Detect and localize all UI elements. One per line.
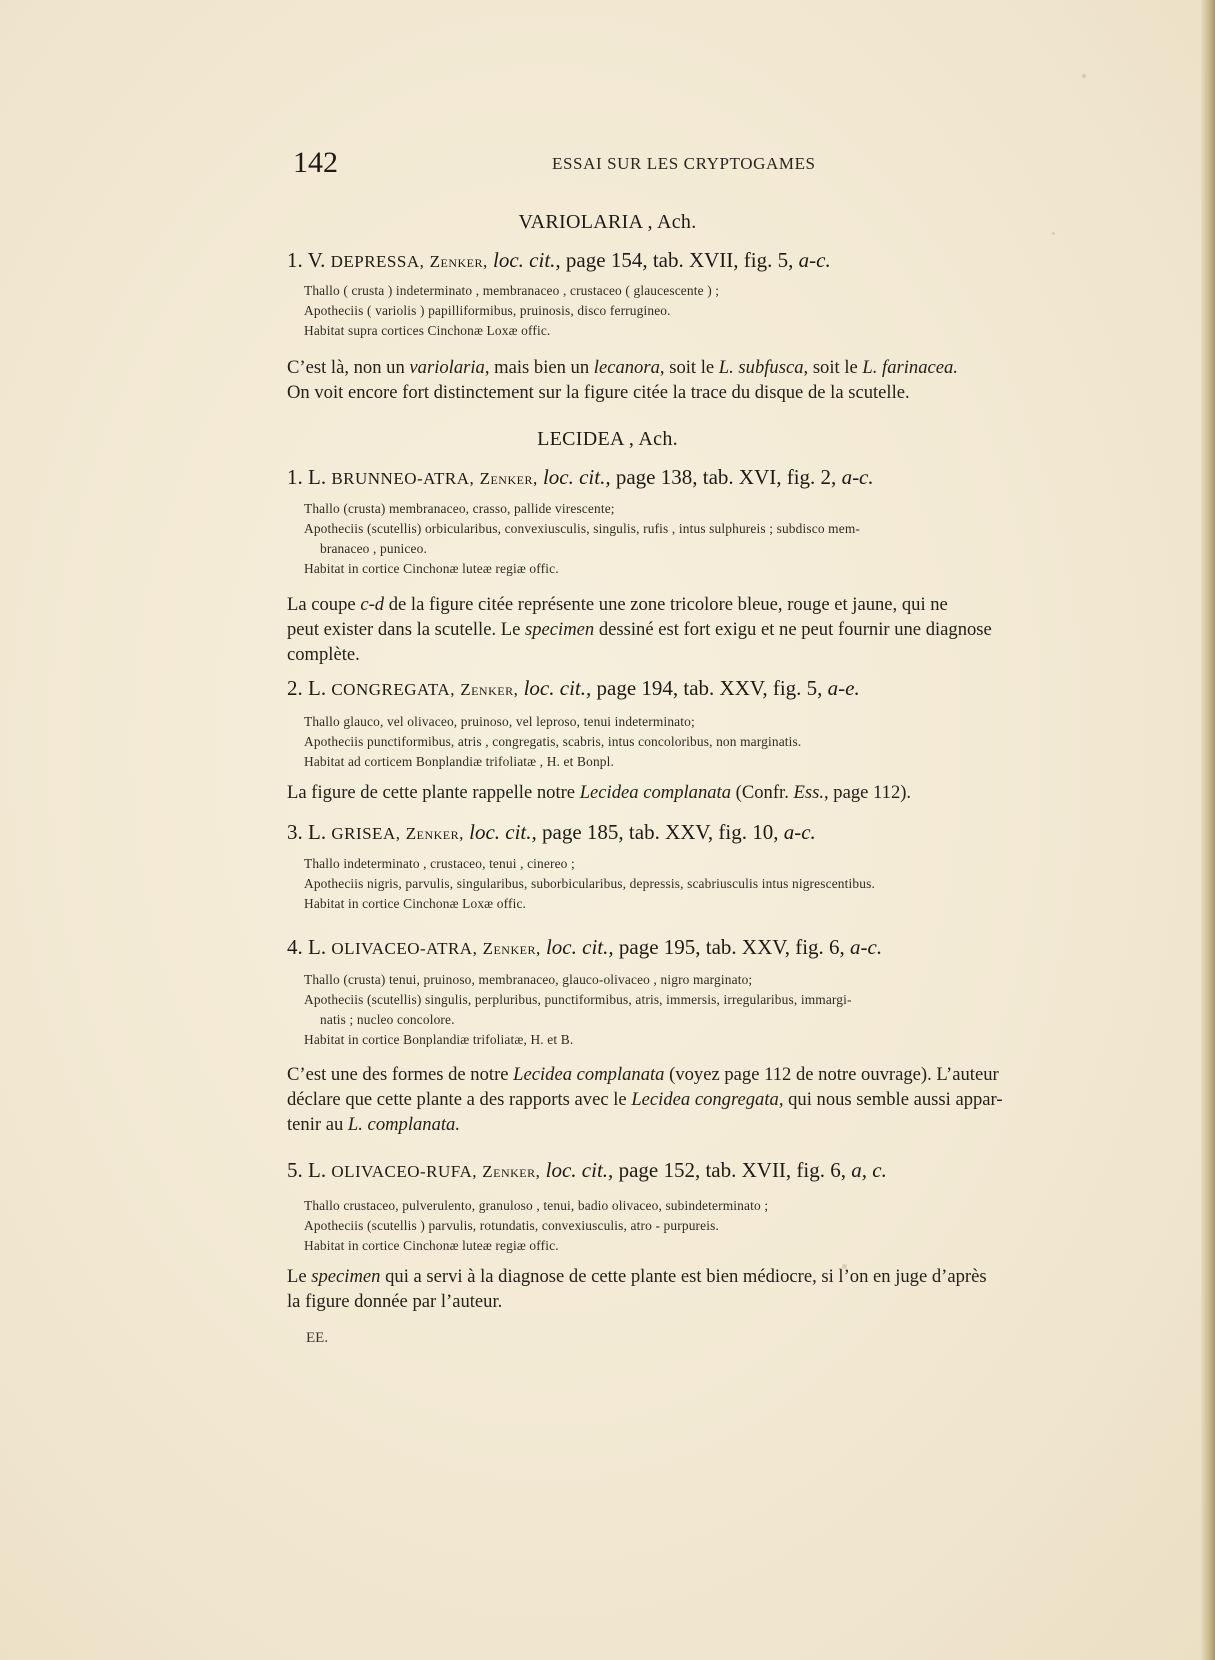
text-run: C’est là, non un [287, 357, 410, 378]
entry-author: Zenker, [429, 252, 488, 271]
diagnosis-line: Apotheciis (scutellis) singulis, perpluribus, punctiformibus, atris, immersis, irregularibus, immargi- [304, 992, 852, 1007]
diagnosis-line: Thallo (crusta) tenui, pruinoso, membranaceo, glauco-olivaceo , nigro marginato; [304, 972, 753, 987]
entry-genus: L. [308, 1158, 327, 1182]
entry-citation: page 154, tab. XVII, fig. 5, [565, 248, 794, 272]
entry-genus: L. [308, 935, 327, 959]
italic-run: lecanora [593, 357, 660, 378]
text-run: peut exister dans la scutelle. Le [287, 619, 526, 640]
entry-number: 2. [287, 676, 303, 700]
entry-genus: V. [307, 248, 326, 272]
text-run: , mais bien un [484, 357, 594, 378]
entry-reference: loc. cit., [545, 1158, 614, 1182]
entry-heading-lecidea-2 [287, 676, 1107, 701]
entry-figures: a-c. [850, 935, 883, 959]
text-run: (voyez page 112 de notre ouvrage). L’auteur [664, 1064, 999, 1085]
entry-figures: a, c. [851, 1158, 887, 1182]
text-run: déclare que cette plante a des rapports avec le [287, 1089, 632, 1110]
text-line: complète. [287, 644, 360, 665]
diagnosis-line: Thallo (crusta) membranaceo, crasso, pallide virescente; [304, 501, 615, 516]
diagnosis-line: Thallo glauco, vel olivaceo, pruinoso, vel leproso, tenui indeterminato; [304, 714, 695, 729]
text-run: , soit le [659, 357, 719, 378]
italic-run: c-d [360, 594, 385, 615]
diagnosis-line: natis ; nucleo concolore. [320, 1012, 455, 1027]
diagnosis-line: Apotheciis (scutellis) orbicularibus, convexiusculis, singulis, rufis , intus sulphureis ; subdisco mem- [304, 521, 860, 536]
entry-reference: loc. cit., [545, 935, 614, 959]
entry-species: GRISEA, [331, 824, 401, 843]
entry-species: OLIVACEO-RUFA, [331, 1162, 478, 1181]
diagnosis-variolaria-1 [304, 281, 1104, 341]
entry-species: CONGREGATA, [331, 680, 455, 699]
entry-citation: page 195, tab. XXV, fig. 6, [618, 935, 845, 959]
diagnosis-lecidea-3 [304, 854, 1104, 914]
diagnosis-lecidea-5 [304, 1196, 1104, 1256]
entry-species: DEPRESSA, [330, 252, 425, 271]
entry-number: 4. [287, 935, 303, 959]
commentary-lecidea-4 [287, 1062, 1105, 1137]
italic-run: specimen [311, 1266, 381, 1287]
text-line: la figure donnée par l’auteur. [287, 1291, 503, 1312]
entry-author: Zenker, [460, 680, 519, 699]
entry-number: 1. [287, 465, 303, 489]
text-run: qui nous semble aussi appar- [783, 1089, 1003, 1110]
entry-author: Zenker, [405, 824, 464, 843]
entry-heading-variolaria-1 [287, 248, 1107, 273]
diagnosis-line: Apotheciis nigris, parvulis, singularibus, suborbicularibus, depressis, scabriusculis intus nigrescentibus. [304, 876, 875, 891]
diagnosis-line: Thallo crustaceo, pulverulento, granuloso , tenui, badio olivaceo, subindeterminato ; [304, 1198, 769, 1213]
entry-author: Zenker, [482, 939, 541, 958]
section-title-lecidea: LECIDEA , Ach. [537, 428, 678, 450]
text-run: C’est une des formes de notre [287, 1064, 514, 1085]
diagnosis-line: Habitat in cortice Cinchonæ Loxæ offic. [304, 896, 527, 911]
text-run: tenir au [287, 1114, 348, 1135]
entry-heading-lecidea-5 [287, 1158, 1107, 1183]
entry-citation: page 138, tab. XVI, fig. 2, [615, 465, 837, 489]
diagnosis-line: Habitat ad corticem Bonplandiæ trifoliatæ , H. et Bonpl. [304, 754, 615, 769]
diagnosis-line: Habitat supra cortices Cinchonæ Loxæ offic. [304, 323, 551, 338]
diagnosis-lecidea-4 [304, 970, 1104, 1050]
section-title-variolaria: VARIOLARIA , Ach. [518, 211, 697, 233]
entry-citation: page 152, tab. XVII, fig. 6, [618, 1158, 847, 1182]
italic-run: variolaria [409, 357, 485, 378]
entry-species: OLIVACEO-ATRA, [331, 939, 478, 958]
entry-number: 5. [287, 1158, 303, 1182]
entry-genus: L. [308, 465, 327, 489]
entry-figures: a-c. [783, 820, 816, 844]
diagnosis-line: Habitat in cortice Bonplandiæ trifoliatæ, H. et B. [304, 1032, 574, 1047]
entry-reference: loc. cit., [469, 820, 537, 844]
italic-run: L. farinacea. [862, 357, 958, 378]
diagnosis-line: Apotheciis (scutellis ) parvulis, rotundatis, convexiusculis, atro - purpureis. [304, 1218, 719, 1233]
diagnosis-line: Apotheciis punctiformibus, atris , congregatis, scabris, intus concoloribus, non marginatis. [304, 734, 802, 749]
entry-author: Zenker, [479, 469, 538, 488]
entry-citation: page 185, tab. XXV, fig. 10, [542, 820, 779, 844]
text-run: de la figure citée représente une zone tricolore bleue, rouge et jaune, qui ne [384, 594, 948, 615]
diagnosis-line: Habitat in cortice Cinchonæ luteæ regiæ offic. [304, 1238, 559, 1253]
entry-number: 1. [287, 248, 303, 272]
text-line: On voit encore fort distinctement sur la figure citée la trace du disque de la scutelle. [287, 382, 910, 403]
author-signature: EE. [306, 1330, 329, 1346]
italic-run: Lecidea complanata [513, 1064, 665, 1085]
text-run: Le [287, 1266, 312, 1287]
entry-reference: loc. cit., [493, 248, 561, 272]
entry-figures: a-e. [827, 676, 860, 700]
text-run: La figure de cette plante rappelle notre [287, 782, 580, 803]
diagnosis-line: Thallo ( crusta ) indeterminato , membranaceo , crustaceo ( glaucescente ) ; [304, 283, 720, 298]
commentary-lecidea-1 [287, 592, 1105, 667]
text-run: , soit le [803, 357, 863, 378]
entry-reference: loc. cit., [542, 465, 611, 489]
italic-run: Ess. [793, 782, 824, 803]
diagnosis-line: Apotheciis ( variolis ) papilliformibus, pruinosis, disco ferrugineo. [304, 303, 671, 318]
text-run: , page 112). [824, 782, 912, 803]
page-number: 142 [293, 146, 338, 179]
diagnosis-line: branaceo , puniceo. [320, 541, 427, 556]
commentary-lecidea-2 [287, 780, 1105, 805]
italic-run: L. complanata. [347, 1114, 461, 1135]
entry-heading-lecidea-4 [287, 935, 1107, 960]
text-run: La coupe [287, 594, 361, 615]
entry-citation: page 194, tab. XXV, fig. 5, [596, 676, 823, 700]
diagnosis-line: Thallo indeterminato , crustaceo, tenui , cinereo ; [304, 856, 575, 871]
italic-run: Lecidea complanata [579, 782, 732, 803]
entry-figures: a-c. [841, 465, 874, 489]
diagnosis-lecidea-2 [304, 712, 1104, 772]
text-run: (Confr. [731, 782, 794, 803]
entry-number: 3. [287, 820, 303, 844]
entry-genus: L. [308, 820, 327, 844]
italic-run: L. subfusca [718, 357, 804, 378]
entry-reference: loc. cit., [523, 676, 592, 700]
diagnosis-line: Habitat in cortice Cinchonæ luteæ regiæ offic. [304, 561, 559, 576]
entry-figures: a-c. [798, 248, 831, 272]
text-run: qui a servi à la diagnose de cette plante est bien médiocre, si l’on en juge d’après [380, 1266, 987, 1287]
entry-genus: L. [308, 676, 327, 700]
entry-species: BRUNNEO-ATRA, [331, 469, 475, 488]
entry-author: Zenker, [482, 1162, 541, 1181]
entry-heading-lecidea-1 [287, 465, 1107, 490]
entry-heading-lecidea-3 [287, 820, 1107, 845]
italic-run: Lecidea congregata, [631, 1089, 784, 1110]
diagnosis-lecidea-1 [304, 499, 1104, 579]
commentary-variolaria-1 [287, 355, 1105, 405]
italic-run: specimen [525, 619, 595, 640]
text-run: dessiné est fort exigu et ne peut fournir une diagnose [594, 619, 992, 640]
running-head: ESSAI SUR LES CRYPTOGAMES [552, 154, 816, 173]
commentary-lecidea-5 [287, 1264, 1105, 1314]
